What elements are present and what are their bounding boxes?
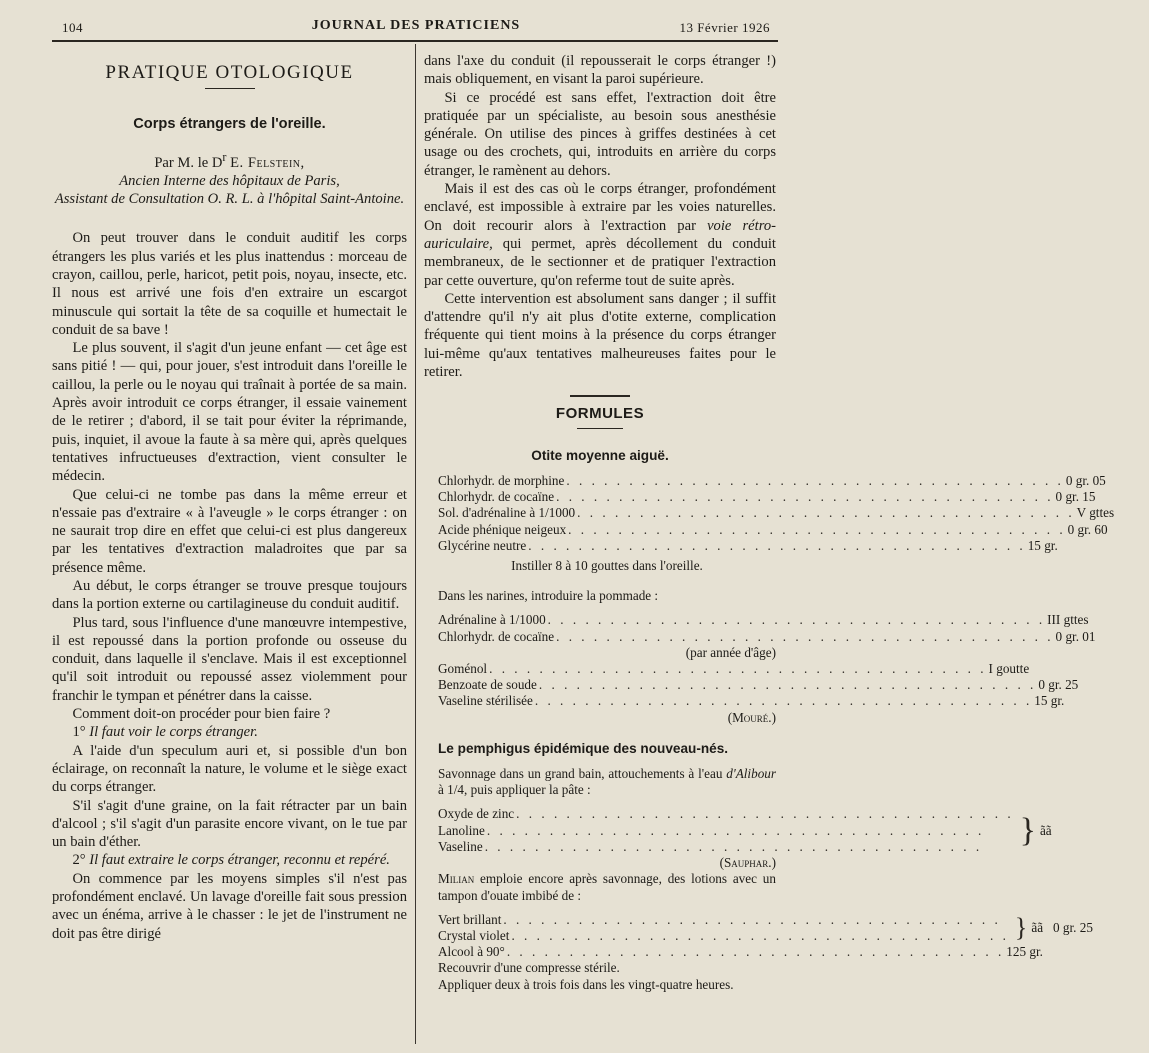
- formula-line: Chlorhydr. de cocaïne . . . 0 gr. 01: [438, 629, 776, 645]
- right-column: [424, 52, 1115, 993]
- brace-icon: }: [1019, 811, 1036, 849]
- author-line: Par M. le $D^r$ E. Felstein,: [154, 149, 305, 171]
- formula-line: Benzoate de soude . . . 0 gr. 25: [438, 677, 776, 693]
- closing-line-2: Appliquer deux à trois fois dans les vingt-quatre heures.: [438, 976, 734, 992]
- milian-text: Milian emploie encore après savonnage, des lotions avec un tampon d'ouate imbibé de :: [438, 871, 776, 903]
- formula-line: Sol. d'adrénaline à 1/1000 . . . V gttes: [438, 505, 776, 521]
- pemphigus-intro: Savonnage dans un grand bain, attouchements à l'eau d'Alibour à 1/4, puis appliquer la pâte :: [438, 766, 777, 798]
- issue-date: 13 Février 1926: [679, 20, 770, 35]
- paragraph: Mais il est des cas où le corps étranger, profondément enclavé, est impossible à extraire par les voies naturelles. On doit recourir alors à l'extraction par voie rétro-auriculaire, qui permet, après décollement du conduit membraneux, de le sectionner et de pratiquer l'extraction par cette ouverture, qu'on referme tout de suite après.: [424, 181, 776, 289]
- paragraph: On peut trouver dans le conduit auditif les corps étrangers les plus variés et les plus inattendus : morceau de crayon, caillou, perle, haricot, petit pois, noyau, insecte, etc. Il nous est arrivé une fois d'en extraire un escargot minuscule qui sortait la tête de sa coquille et humectait le conduit de sa bave !: [52, 230, 407, 338]
- title-rule: [205, 88, 255, 89]
- author-moure: (Mouré.): [727, 709, 776, 725]
- pemphigus-formula: [438, 766, 1093, 993]
- paragraph: S'il s'agit d'une graine, on la fait rétracter par un bain d'alcool ; s'il s'agit d'un parasite encore vivant, on le tue par un bain d'éther.: [52, 797, 407, 851]
- formula-line: Goménol . . . I goutte: [438, 661, 776, 677]
- formula-line: Alcool à 90° . . . 125 gr.: [438, 944, 776, 960]
- running-header: [62, 18, 770, 40]
- author-name: E. Felstein,: [230, 154, 305, 171]
- formula-line: Glycérine neutre . . . 15 gr.: [438, 538, 776, 554]
- lotion-group: Vert brillant . . . Crystal violet . . . } ãã 0 gr. 25: [438, 912, 776, 944]
- formules-rule-bottom: [577, 428, 623, 429]
- paragraph: Le plus souvent, il s'agit d'un jeune enfant — cet âge est sans pitié ! — qui, pour jouer, s'est introduit dans l'oreille le caillou, la perle ou le noyau qui traînait à portée de sa main. Après avoir introduit ce corps étranger, il essaie vainement de le retirer ; d'abord, il se tait pour éviter la réprimande, puis, inquiet, il avoue la faute à sa mère qui, après quelques tentatives infructueuses d'extraction, vient consulter le médecin.: [52, 340, 407, 485]
- formula-line: Vaseline stérilisée . . . 15 gr.: [438, 693, 776, 709]
- paragraph: Comment doit-on procéder pour bien faire ?: [72, 706, 331, 723]
- page-number: 104: [62, 20, 83, 35]
- formula-line: Acide phénique neigeux . . . 0 gr. 60: [438, 522, 776, 538]
- point-1: 1° Il faut voir le corps étranger.: [72, 724, 258, 741]
- paragraph: Que celui-ci ne tombe pas dans la même erreur et n'essaie pas d'extraire « à l'aveugle » le corps étranger : on ne saurait trop dire en effet que celui-ci est plus dangereux par les tentatives d'extraction maladroites que par sa présence même.: [52, 486, 407, 576]
- point-2: 2° Il faut extraire le corps étranger, reconnu et repéré.: [72, 852, 390, 869]
- formules-title: FORMULES: [555, 405, 645, 423]
- otite-instruction: Instiller 8 à 10 gouttes dans l'oreille.: [511, 557, 703, 573]
- paragraph: On commence par les moyens simples s'il n'est pas profondément enclavé. Un lavage d'oreille fait sous pression avec un énéma, arrive à le chasser : le jet de l'instrument ne doit pas être dirigé: [52, 870, 407, 942]
- formula-line: Chlorhydr. de morphine . . . 0 gr. 05: [438, 473, 776, 489]
- affiliation-2: Assistant de Consultation O. R. L. à l'hôpital Saint-Antoine.: [54, 191, 405, 208]
- otite-formula: [438, 472, 1115, 726]
- paragraph: A l'aide d'un speculum auri et, si possible d'un bon éclairage, on reconnaît la nature, le volume et le siège exact du corps étranger.: [52, 742, 407, 796]
- paragraph: Plus tard, sous l'influence d'une manœuvre intempestive, il est repoussé dans la portion profonde ou osseuse du conduit, dans laquelle il s'enclave. Mais il est exceptionnel qu'il soit introduit ou repoussé assez violemment pour franchir le tympan et pénétrer dans la caisse.: [52, 614, 407, 704]
- section-title: PRATIQUE OTOLOGIQUE: [105, 62, 354, 83]
- paste-group: Oxyde de zinc . . . Lanoline . . . Vaseline . . . } ãã: [438, 806, 776, 855]
- left-column: [52, 52, 407, 943]
- formules-rule-top: [570, 395, 630, 397]
- affiliation-1: Ancien Interne des hôpitaux de Paris,: [119, 172, 340, 189]
- pommade-intro: Dans les narines, introduire la pommade :: [438, 588, 659, 604]
- brace-icon: }: [1014, 912, 1028, 942]
- header-rule: [52, 40, 778, 42]
- paragraph: Si ce procédé est sans effet, l'extraction doit être pratiquée par un spécialiste, au besoin sous anesthésie générale. On utilise des pinces à griffes destinées à cet usage ou des crochets, qui, introduits en arrière du corps étranger, le ramènent au dehors.: [424, 89, 776, 179]
- otite-title: Otite moyenne aiguë.: [531, 447, 669, 463]
- paragraph: Au début, le corps étranger se trouve presque toujours dans la portion externe ou cartilagineuse du conduit auditif.: [52, 577, 407, 613]
- paragraph: Cette intervention est absolument sans danger ; il suffit d'attendre qu'il n'y ait plus d'otite externe, complication fréquente qui tient moins à la présence du corps étranger lui-même qu'aux tentatives malheureuses faites pour le retirer.: [424, 290, 776, 381]
- author-sauphar: (Sauphar.): [719, 855, 776, 871]
- formula-line: Chlorhydr. de cocaïne . . . 0 gr. 15: [438, 489, 776, 505]
- closing-line-1: Recouvrir d'une compresse stérile.: [438, 960, 620, 976]
- article-title: Corps étrangers de l'oreille.: [133, 116, 326, 133]
- paragraph: dans l'axe du conduit (il repousserait le corps étranger !) mais obliquement, en visant la paroi supérieure.: [424, 53, 776, 88]
- age-note: (par année d'âge): [685, 644, 776, 660]
- pemphigus-title: Le pemphigus épidémique des nouveau-nés.: [438, 740, 729, 756]
- journal-title: JOURNAL DES PRATICIENS: [311, 18, 521, 33]
- byline: [52, 148, 407, 209]
- formula-line: Adrénaline à 1/1000 . . . III gttes: [438, 612, 776, 628]
- column-divider: [415, 44, 416, 1044]
